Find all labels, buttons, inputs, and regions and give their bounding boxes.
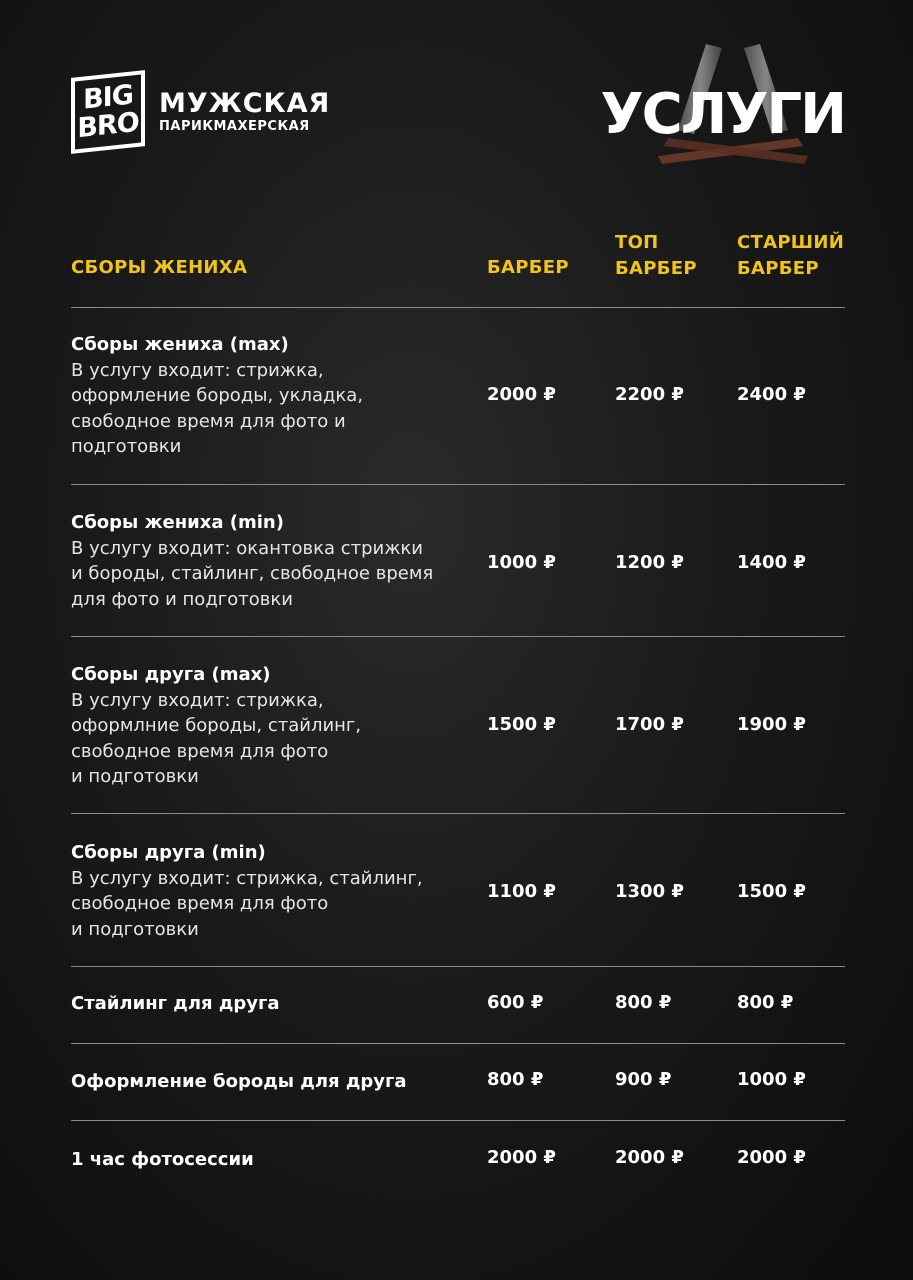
- service-description: В услугу входит: окантовка стрижки и бороды, стайлинг, свободное время для фото и подготовки: [71, 537, 434, 610]
- service-name: Сборы друга (max): [71, 664, 271, 685]
- service-description: В услугу входит: стрижка, оформлние бороды, стайлинг, свободное время для фото и подготовки: [71, 689, 362, 787]
- price-barber: 2000 ₽: [487, 384, 556, 405]
- divider: [71, 813, 845, 814]
- price-top-barber: 1200 ₽: [615, 552, 684, 573]
- service-name: Сборы жениха (max): [71, 334, 289, 355]
- header-senior-barber-line1: СТАРШИЙ: [737, 232, 845, 253]
- price-top-barber: 1300 ₽: [615, 881, 684, 902]
- page-title: УСЛУГИ: [600, 82, 845, 147]
- price-senior-barber: 2000 ₽: [737, 1147, 806, 1168]
- service-name: Стайлинг для друга: [71, 993, 280, 1014]
- divider: [71, 1120, 845, 1121]
- divider: [71, 1043, 845, 1044]
- header-top-barber-line1: ТОП: [615, 232, 659, 253]
- price-barber: 2000 ₽: [487, 1147, 556, 1168]
- service-description: В услугу входит: стрижка, стайлинг, свободное время для фото и подготовки: [71, 867, 423, 940]
- price-senior-barber: 1900 ₽: [737, 714, 806, 735]
- divider: [71, 307, 845, 308]
- brand-title: МУЖСКАЯ: [159, 88, 331, 119]
- price-senior-barber: 1000 ₽: [737, 1069, 806, 1090]
- price-barber: 800 ₽: [487, 1069, 544, 1090]
- divider: [71, 966, 845, 967]
- price-top-barber: 900 ₽: [615, 1069, 672, 1090]
- price-top-barber: 1700 ₽: [615, 714, 684, 735]
- divider: [71, 636, 845, 637]
- table-row-service: [71, 991, 451, 1017]
- service-description: В услугу входит: стрижка, оформление бороды, укладка, свободное время для фото и подготовки: [71, 359, 364, 457]
- service-name: Сборы жениха (min): [71, 512, 284, 533]
- header-top-barber: [615, 230, 697, 282]
- table-row-service: [71, 510, 451, 612]
- table-row-service: [71, 332, 451, 460]
- table-row-service: [71, 1147, 451, 1173]
- brand-text: [159, 89, 330, 135]
- price-senior-barber: 2400 ₽: [737, 384, 806, 405]
- header-top-barber-line2: БАРБЕР: [615, 258, 697, 279]
- price-top-barber: 2200 ₽: [615, 384, 684, 405]
- price-top-barber: 800 ₽: [615, 992, 672, 1013]
- service-name: Оформление бороды для друга: [71, 1071, 407, 1092]
- price-senior-barber: 1400 ₽: [737, 552, 806, 573]
- service-name: 1 час фотосессии: [71, 1149, 254, 1170]
- brand-logo: [71, 74, 330, 150]
- logo-line2: BRO: [77, 106, 139, 145]
- header-senior-barber-line2: БАРБЕР: [737, 258, 819, 279]
- price-senior-barber: 800 ₽: [737, 992, 794, 1013]
- header-service: СБОРЫ ЖЕНИХА: [71, 257, 248, 278]
- price-top-barber: 2000 ₽: [615, 1147, 684, 1168]
- price-barber: 1100 ₽: [487, 881, 556, 902]
- table-row-service: [71, 1069, 451, 1095]
- service-name: Сборы друга (min): [71, 842, 266, 863]
- divider: [71, 484, 845, 485]
- price-barber: 1000 ₽: [487, 552, 556, 573]
- brand-subtitle: ПАРИКМАХЕРСКАЯ: [159, 119, 310, 134]
- logo-line1: BIG: [83, 79, 133, 116]
- big-bro-logo-mark: [71, 70, 145, 154]
- header-barber: БАРБЕР: [487, 257, 569, 278]
- table-row-service: [71, 662, 451, 790]
- table-row-service: [71, 840, 451, 942]
- price-barber: 600 ₽: [487, 992, 544, 1013]
- price-barber: 1500 ₽: [487, 714, 556, 735]
- price-senior-barber: 1500 ₽: [737, 881, 806, 902]
- header-senior-barber: [737, 230, 844, 282]
